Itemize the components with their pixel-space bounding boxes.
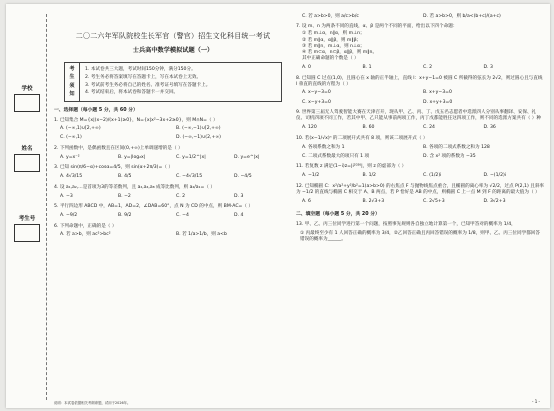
option[interactable]: C. 2√5+3	[423, 198, 445, 204]
candidate-notice	[64, 62, 282, 102]
option[interactable]: D. 含 x² 项的系数为 −35	[423, 153, 476, 159]
notice-item: 2. 考生务必将答案填写在答题卡上，写在本试卷上无效。	[85, 74, 202, 80]
question-7: 7. 设 m、n 为两条不同的直线，α、β 是两个不同的平面，给出以下四个命题：	[296, 24, 458, 30]
option[interactable]: C. 2	[423, 64, 433, 70]
question-8-options	[302, 89, 544, 107]
right-column	[296, 10, 544, 402]
question-11: 11. 若复数 z 满足(1−i)z=|i²⁰²⁶|，则 z 的虚部为（ ）	[296, 164, 407, 170]
option[interactable]: B. 60	[362, 125, 375, 131]
question-10: 10. 若(x−1/√x)ⁿ 的二项展开式共有 8 项，则该二项展开式（ ）	[296, 135, 428, 141]
question-8: 8. 已知圆 C 过点(1,0)，且圆心在 x 轴的正半轴上，直线 l：x+y−1=0 被圆 C 所截得的弦长为 2√2，则过圆心且与直线 l 垂直的直线的方程为（ ）	[296, 75, 543, 87]
option[interactable]: A. 120	[302, 125, 317, 131]
exam-sheet	[6, 4, 550, 408]
question-7-options	[302, 63, 544, 72]
question-2: 2. 下列函数中，是偶函数且在区间(0,+∞)上单调递增的是（ ）	[54, 146, 183, 152]
option[interactable]: A. y=x⁻²	[60, 154, 80, 160]
question-9-options	[302, 124, 544, 133]
option[interactable]: B. 4/5	[118, 174, 132, 180]
option[interactable]: B. 1/2	[362, 173, 376, 179]
section-heading: 一、选择题（每小题 5 分，共 60 分）	[54, 108, 138, 114]
option[interactable]: D. −4/5	[234, 174, 252, 180]
question-6-options	[60, 231, 292, 240]
question-6-options-cont	[302, 12, 544, 21]
option[interactable]: C. 二项式系数最大的项只有 1 项	[302, 153, 370, 159]
option[interactable]: A. −3	[60, 193, 73, 199]
option[interactable]: D. (−∞,−1)∪(2,+∞)	[176, 135, 221, 141]
question-9: 9. 世界第三届无人驾驶智能大赛在天津召开，现从甲、乙、丙、丁、戊五名志愿者中选派四人分别从事翻译、安保、礼仪、司机四项不同工作，若其中甲、乙只能从事前两项工作，丙丁戊都能胜任这四项工作，则不同的选派方案共有（ ）种	[296, 110, 541, 122]
question-10-options	[302, 143, 544, 161]
option[interactable]: D. 3	[483, 64, 493, 70]
option[interactable]: D. x+y+3=0	[423, 99, 453, 105]
binding-dashed-line	[46, 14, 47, 400]
exam-subtitle: 士兵高中数学模拟试题（一）	[132, 47, 214, 55]
option[interactable]: C. x−y+3=0	[302, 99, 331, 105]
option[interactable]: A. x−y−3=0	[302, 90, 331, 96]
option[interactable]: C. (−∞,1)	[60, 135, 82, 141]
option[interactable]: B. 1	[362, 64, 372, 70]
option[interactable]: A. 各项系数之和为 1	[302, 144, 345, 150]
left-column	[54, 10, 292, 402]
question-3-options	[60, 173, 292, 182]
option[interactable]: C. −4√3/15	[176, 174, 203, 180]
option[interactable]: C. 24	[423, 125, 435, 131]
option[interactable]: A. 6	[302, 198, 311, 204]
binding-school-field[interactable]: 学校	[14, 84, 40, 112]
option[interactable]: D. 3√2+3	[483, 198, 506, 204]
question-2-options	[60, 153, 292, 162]
option[interactable]: D. 36	[483, 125, 496, 131]
question-13: 13. 甲、乙、丙三位同学进行第一个问题，按照事先规则各自独立地计算第一个，已知甲答对的概率为 1/4，	[296, 221, 516, 227]
option[interactable]: B. 各项的二项式系数之和为 128	[423, 144, 490, 150]
option[interactable]: D. 4	[234, 212, 244, 218]
option[interactable]: B. 若 1/a>1/b，则 a<b	[176, 232, 227, 238]
question-5: 5. 平行四边形 ABCD 中，AB=1，AD=2，∠DAB=60°，点 N 为 CD 的中点，则 BM·AC=（ ）	[54, 204, 254, 210]
notice-item: 1. 本试卷共三大题，考试时间150分钟，满分150分。	[85, 67, 196, 73]
option[interactable]: C. 2	[176, 193, 186, 199]
option[interactable]: D. y=e^|x|	[234, 154, 260, 160]
option[interactable]: C. 若 a>b>0，则 a/c>b/c	[302, 13, 359, 19]
question-12-options	[302, 197, 544, 206]
option[interactable]: A. 0	[302, 64, 311, 70]
question-11-options	[302, 172, 544, 181]
binding-name-field[interactable]: 姓名	[14, 144, 40, 172]
question-6: 6. 下列命题中，正确的是（ ）	[54, 223, 117, 229]
binding-examno-field[interactable]: 考生号	[14, 214, 40, 242]
footer-note: 说明：本试卷依据相关考纲命题，试用于2026年。	[54, 401, 131, 405]
option[interactable]: D. 若 a>b>0，则 b/a<(b+c)/(a+c)	[423, 13, 501, 19]
question-4: 4. 设 a₁,a₂,…是首项为3的等差数列，且 a₂,a₄,a₈ 成等比数列，则 a₄/a₁=（ ）	[54, 184, 215, 190]
option[interactable]: C. y=1/2^|x|	[176, 154, 206, 160]
option[interactable]: A. (−∞,1)∪[2,+∞)	[60, 126, 101, 132]
option[interactable]: A. 4√3/15	[60, 174, 83, 180]
option[interactable]: B. (−∞,−1)∪[2,+∞)	[176, 126, 221, 132]
option[interactable]: B. 2√3+3	[362, 198, 385, 204]
option[interactable]: B. y=|log₂x|	[118, 154, 146, 160]
notice-item: 3. 考试前考生务必将自己的姓名、准考证号填写在答题卡上。	[85, 82, 211, 88]
question-1-options	[60, 125, 292, 143]
question-13-sub: ① 丙最终至少有 1 人回答正确的概率为 3/4，②乙回答正确且丙回答错误的概率为 1/8，则甲、乙、丙三位同学都回答错误的概率为______。	[300, 230, 540, 243]
option[interactable]: D. −(1/2)i	[483, 173, 507, 179]
binding-strip	[6, 4, 52, 408]
option[interactable]: C. −4	[176, 212, 189, 218]
option[interactable]: C. (1/2)i	[423, 173, 442, 179]
question-7-statements: ① 若 m⊥α，n∥α，则 m⊥n； ② 若 m∥α，α∥β，则 m∥β； ③ 若 m∥n，m⊥α，则 n⊥α； ④ 若 m⊂α，n⊂β，α∥β，则 m∥n。 其中正确命题的个数是（ ）	[302, 31, 378, 62]
question-3: 3. 已知 sin(π/6−α)+cosα=4/5，则 sin(α+2π/3)=（ ）	[54, 165, 173, 171]
question-12: 12. 已知椭圆 C：x²/a²+y²/b²=1(a>b>0) 的右焦点 F 与抛物线焦点重合，且椭圆的离心率为 √2/2，过点 P(2,1) 且斜率为 −1/2 的直线与椭圆 C 相交于 A、B 两点，若 P 恰好是 AB 的中点，则椭圆 C 上一点 M 到 F 的距离的最大值为（ ）	[296, 183, 545, 195]
option[interactable]: A. 若 a>b，则 ac²>bc²	[60, 232, 111, 238]
notice-side-label: 考 生 须 知	[65, 63, 80, 101]
notice-item: 4. 考试结束后，将本试卷和答题卡一并交回。	[85, 90, 179, 96]
option[interactable]: D. 3	[234, 193, 244, 199]
section-heading: 二、填空题（每小题 5 分，共 20 分）	[296, 212, 380, 218]
option[interactable]: B. −2	[118, 193, 131, 199]
question-5-options	[60, 211, 292, 220]
option[interactable]: B. 9/2	[118, 212, 132, 218]
notice-items	[80, 63, 281, 101]
page-number: - 1 -	[532, 399, 540, 404]
question-4-options	[60, 192, 292, 201]
option[interactable]: A. −1/2	[302, 173, 320, 179]
exam-title: 二〇二六年军队院校生长军官（警官）招生文化科目统一考试	[75, 32, 271, 40]
option[interactable]: B. x+y−3=0	[423, 90, 452, 96]
option[interactable]: A. −9/2	[60, 212, 78, 218]
question-1: 1. 已知集合 M={x|(x−2)/(x+1)≥0}，N={x|x²−3x+2≥0}，则 M∩N=（ ）	[54, 117, 218, 123]
